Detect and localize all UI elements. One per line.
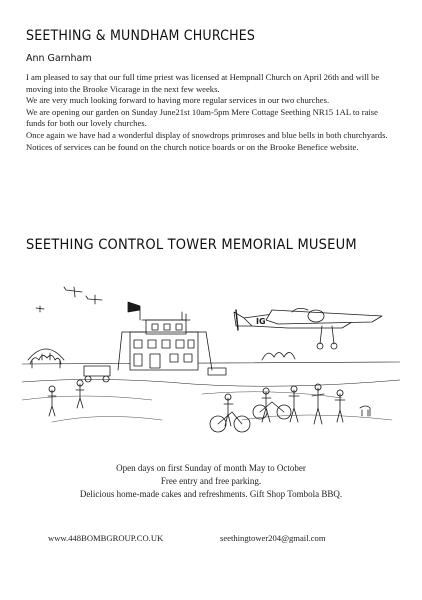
museum-info bbox=[0, 462, 422, 501]
author-name: Ann Garnham bbox=[26, 53, 92, 64]
small-plane-icon bbox=[64, 287, 82, 297]
email-link[interactable]: seethingtower204@gmail.com bbox=[220, 533, 326, 543]
info-line: Free entry and free parking. bbox=[160, 476, 262, 486]
people-group-icon bbox=[48, 380, 370, 432]
small-plane-icon bbox=[86, 295, 102, 304]
small-plane-icon bbox=[36, 306, 44, 312]
article-paragraph: I am pleased to say that our full time priest was licensed at Hempnall Church on April 26th and will be moving into the Brooke Vicarage in the next few weeks. bbox=[26, 72, 380, 94]
plane-code: IG bbox=[256, 317, 266, 326]
article-paragraph: Once again we have had a wonderful display of snowdrops primroses and blue bells in both churchyards. bbox=[26, 129, 388, 140]
museum-heading: SEETHING CONTROL TOWER MEMORIAL MUSEUM bbox=[26, 237, 357, 253]
article-paragraph: We are opening our garden on Sunday June21st 10am-5pm Mere Cottage Seething NR15 1AL to raise funds for both our lovely churches. bbox=[26, 106, 378, 129]
info-line: Delicious home-made cakes and refreshments. Gift Shop Tombola BBQ. bbox=[79, 489, 343, 499]
bomber-plane-icon bbox=[234, 308, 382, 349]
churches-heading: SEETHING & MUNDHAM CHURCHES bbox=[26, 28, 256, 44]
airfield-illustration bbox=[22, 282, 400, 440]
article-paragraph: Notices of services can be found on the church notice boards or on the Brooke Benefice website. bbox=[26, 141, 359, 152]
website-link[interactable]: www.448BOMBGROUP.CO.UK bbox=[48, 533, 164, 543]
control-tower-icon bbox=[118, 302, 212, 370]
article-paragraph: We are very much looking forward to having more regular services in our two churches. bbox=[26, 95, 330, 106]
churches-article bbox=[26, 72, 398, 153]
info-line: Open days on first Sunday of month May to October bbox=[116, 463, 306, 473]
